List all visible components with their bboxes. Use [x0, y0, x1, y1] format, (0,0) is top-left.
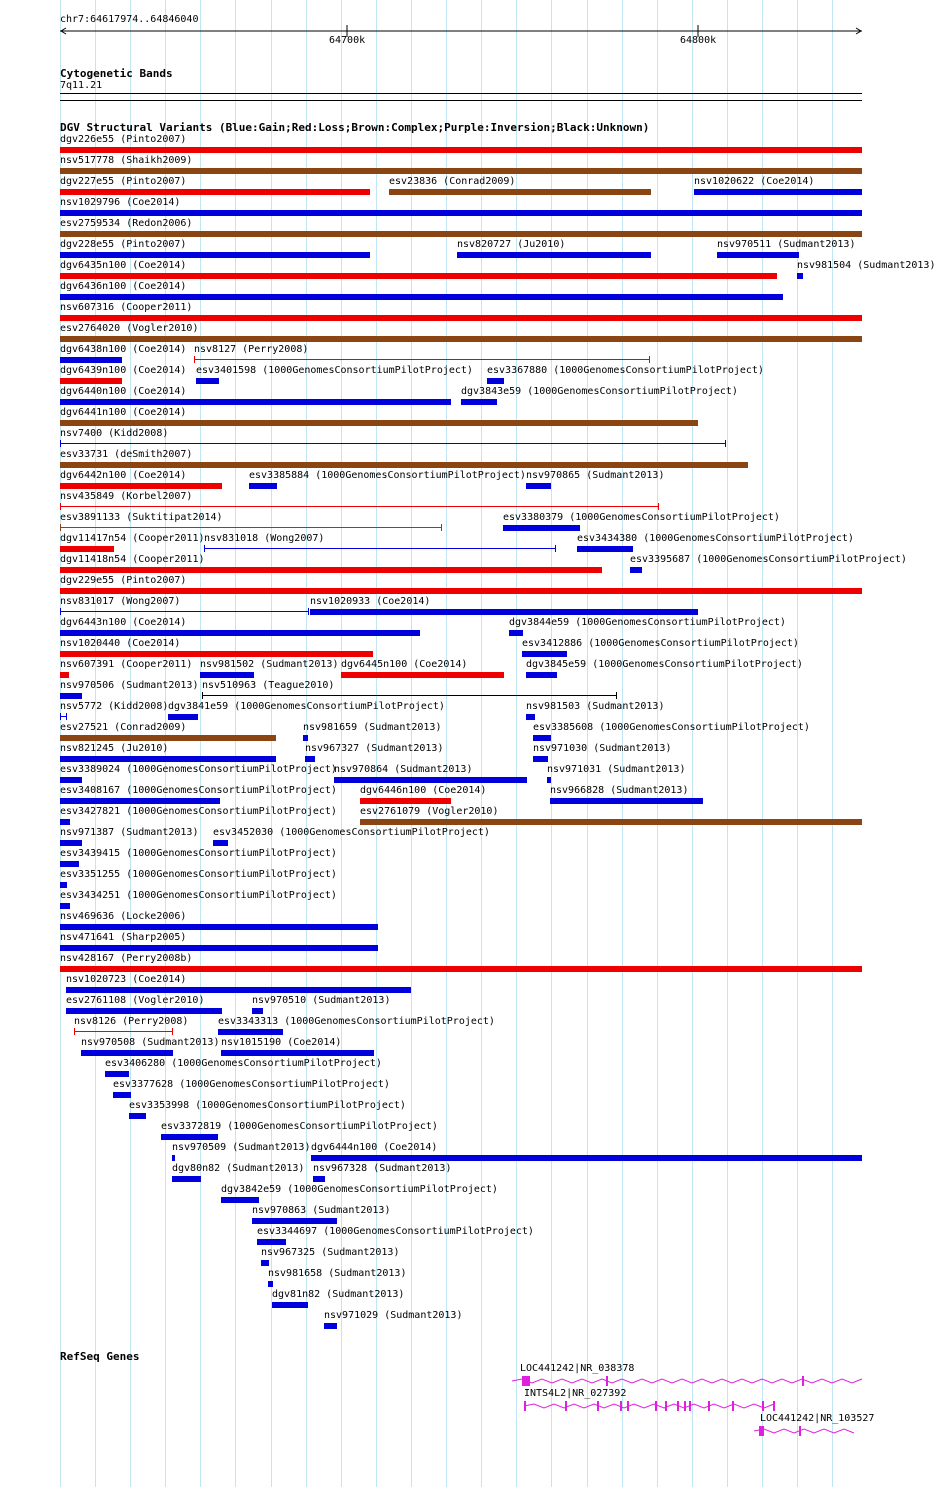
gene-exon[interactable]: [759, 1426, 764, 1436]
gene-exon[interactable]: [597, 1401, 599, 1411]
sv-feature-label[interactable]: dgv6440n100 (Coe2014): [60, 386, 187, 397]
region-label: chr7:64617974..64846040: [60, 14, 199, 25]
sv-feature-label[interactable]: dgv6444n100 (Coe2014): [311, 1142, 438, 1153]
sv-feature-label[interactable]: dgv6445n100 (Coe2014): [341, 659, 468, 670]
sv-feature-label[interactable]: dgv3844e59 (1000GenomesConsortiumPilotProject): [509, 617, 786, 628]
sv-feature-label[interactable]: nsv970509 (Sudmant2013): [172, 1142, 311, 1153]
gene-exon[interactable]: [732, 1401, 734, 1411]
gene-exon[interactable]: [708, 1401, 710, 1411]
sv-feature-label[interactable]: nsv471641 (Sharp2005): [60, 932, 187, 943]
gene-label[interactable]: INTS4L2|NR_027392: [524, 1388, 627, 1399]
sv-feature-label[interactable]: esv33731 (deSmith2007): [60, 449, 193, 460]
sv-feature-label[interactable]: dgv3842e59 (1000GenomesConsortiumPilotProject): [221, 1184, 498, 1195]
sv-feature-label[interactable]: nsv970506 (Sudmant2013): [60, 680, 199, 691]
sv-feature-label[interactable]: dgv80n82 (Sudmant2013): [172, 1163, 305, 1174]
sv-feature-label[interactable]: nsv981659 (Sudmant2013): [303, 722, 442, 733]
sv-feature-label[interactable]: esv2759534 (Redon2006): [60, 218, 193, 229]
gene-exon[interactable]: [627, 1401, 629, 1411]
sv-feature-label[interactable]: esv3452030 (1000GenomesConsortiumPilotProject): [213, 827, 490, 838]
sv-feature-label[interactable]: nsv821245 (Ju2010): [60, 743, 169, 754]
sv-feature-label[interactable]: nsv1020622 (Coe2014): [694, 176, 815, 187]
sv-feature-label[interactable]: dgv226e55 (Pinto2007): [60, 134, 187, 145]
sv-feature-label[interactable]: esv3401598 (1000GenomesConsortiumPilotProject): [196, 365, 473, 376]
sv-feature-label[interactable]: esv3412886 (1000GenomesConsortiumPilotProject): [522, 638, 799, 649]
sv-feature-label[interactable]: dgv11417n54 (Cooper2011): [60, 533, 205, 544]
gene-exon[interactable]: [762, 1401, 764, 1411]
sv-feature-label[interactable]: dgv81n82 (Sudmant2013): [272, 1289, 405, 1300]
refseq-track-title: RefSeq Genes: [60, 1350, 140, 1363]
sv-feature-label[interactable]: nsv966828 (Sudmant2013): [550, 785, 689, 796]
sv-feature-label[interactable]: esv2761079 (Vogler2010): [360, 806, 499, 817]
gene-exon[interactable]: [689, 1401, 691, 1411]
gene-intron-line[interactable]: [754, 1429, 854, 1433]
ruler-tick-label: 64700k: [329, 35, 366, 46]
sv-feature-label[interactable]: esv3389024 (1000GenomesConsortiumPilotProject): [60, 764, 337, 775]
gene-exon[interactable]: [665, 1401, 667, 1411]
sv-feature-label[interactable]: nsv8126 (Perry2008): [74, 1016, 189, 1027]
sv-feature-label[interactable]: dgv6443n100 (Coe2014): [60, 617, 187, 628]
cytoband-track-title: Cytogenetic Bands: [60, 67, 173, 80]
sv-feature-label[interactable]: nsv981504 (Sudmant2013): [797, 260, 935, 271]
sv-feature-label[interactable]: esv3439415 (1000GenomesConsortiumPilotProject): [60, 848, 337, 859]
gene-label[interactable]: LOC441242|NR_038378: [520, 1363, 635, 1374]
gene-exon[interactable]: [620, 1401, 622, 1411]
sv-feature-label[interactable]: nsv967328 (Sudmant2013): [313, 1163, 452, 1174]
gene-exon[interactable]: [799, 1426, 801, 1436]
sv-feature-label[interactable]: esv3344697 (1000GenomesConsortiumPilotProject): [257, 1226, 534, 1237]
cytoband-label: 7q11.21: [60, 80, 103, 91]
sv-feature-label[interactable]: esv3427821 (1000GenomesConsortiumPilotProject): [60, 806, 337, 817]
sv-feature-label[interactable]: nsv428167 (Perry2008b): [60, 953, 193, 964]
sv-feature-label[interactable]: dgv229e55 (Pinto2007): [60, 575, 187, 586]
sv-feature-label[interactable]: esv23836 (Conrad2009): [389, 176, 516, 187]
gene-exon[interactable]: [655, 1401, 657, 1411]
sv-feature-label[interactable]: nsv971030 (Sudmant2013): [533, 743, 672, 754]
sv-feature-label[interactable]: nsv820727 (Ju2010): [457, 239, 566, 250]
gene-exon[interactable]: [802, 1376, 804, 1386]
sv-feature-label[interactable]: esv27521 (Conrad2009): [60, 722, 187, 733]
sv-feature-label[interactable]: esv3891133 (Suktitipat2014): [60, 512, 223, 523]
sv-feature-label[interactable]: nsv607391 (Cooper2011): [60, 659, 193, 670]
gene-intron-line[interactable]: [512, 1379, 862, 1383]
sv-feature-label[interactable]: esv3434251 (1000GenomesConsortiumPilotProject): [60, 890, 337, 901]
sv-feature-label[interactable]: nsv970510 (Sudmant2013): [252, 995, 391, 1006]
sv-feature-label[interactable]: nsv7400 (Kidd2008): [60, 428, 169, 439]
gene-exon[interactable]: [773, 1401, 775, 1411]
sv-feature-label[interactable]: esv3406280 (1000GenomesConsortiumPilotProject): [105, 1058, 382, 1069]
gene-exon[interactable]: [524, 1401, 526, 1411]
sv-feature-label[interactable]: esv3380379 (1000GenomesConsortiumPilotProject): [503, 512, 780, 523]
sv-feature-label[interactable]: dgv6436n100 (Coe2014): [60, 281, 187, 292]
sv-feature-label[interactable]: esv3385608 (1000GenomesConsortiumPilotProject): [533, 722, 810, 733]
sv-feature-label[interactable]: nsv967327 (Sudmant2013): [305, 743, 444, 754]
gene-exon[interactable]: [677, 1401, 679, 1411]
sv-feature-label[interactable]: dgv6439n100 (Coe2014): [60, 365, 187, 376]
sv-feature-label[interactable]: nsv970508 (Sudmant2013): [81, 1037, 220, 1048]
sv-feature-label[interactable]: nsv971029 (Sudmant2013): [324, 1310, 463, 1321]
gene-exon[interactable]: [606, 1376, 608, 1386]
sv-feature-label[interactable]: nsv970511 (Sudmant2013): [717, 239, 856, 250]
sv-feature-label[interactable]: nsv831018 (Wong2007): [204, 533, 325, 544]
sv-feature-label[interactable]: esv3395687 (1000GenomesConsortiumPilotProject): [630, 554, 907, 565]
gene-exon[interactable]: [565, 1401, 567, 1411]
ruler-tick-label: 64800k: [680, 35, 717, 46]
dgv-track-title: DGV Structural Variants (Blue:Gain;Red:Loss;Brown:Complex;Purple:Inversion;Black:Unknown): [60, 121, 650, 134]
sv-feature-label[interactable]: nsv5772 (Kidd2008): [60, 701, 169, 712]
sv-feature-label[interactable]: nsv435849 (Korbel2007): [60, 491, 193, 502]
sv-feature-label[interactable]: esv3353998 (1000GenomesConsortiumPilotProject): [129, 1100, 406, 1111]
sv-feature-label[interactable]: nsv970865 (Sudmant2013): [526, 470, 665, 481]
sv-feature-label[interactable]: esv3343313 (1000GenomesConsortiumPilotProject): [218, 1016, 495, 1027]
sv-feature-label[interactable]: nsv1020933 (Coe2014): [310, 596, 431, 607]
sv-feature-label[interactable]: nsv971387 (Sudmant2013): [60, 827, 199, 838]
sv-feature-label[interactable]: dgv228e55 (Pinto2007): [60, 239, 187, 250]
sv-feature-label[interactable]: dgv3845e59 (1000GenomesConsortiumPilotProject): [526, 659, 803, 670]
sv-feature-label[interactable]: nsv831017 (Wong2007): [60, 596, 181, 607]
sv-feature-label[interactable]: nsv517778 (Shaikh2009): [60, 155, 193, 166]
sv-feature-label[interactable]: nsv967325 (Sudmant2013): [261, 1247, 400, 1258]
sv-feature-label[interactable]: esv3351255 (1000GenomesConsortiumPilotProject): [60, 869, 337, 880]
sv-feature-label[interactable]: dgv3841e59 (1000GenomesConsortiumPilotProject): [168, 701, 445, 712]
gene-exon[interactable]: [522, 1376, 530, 1386]
sv-feature-label[interactable]: nsv1020440 (Coe2014): [60, 638, 181, 649]
sv-feature-label[interactable]: nsv970864 (Sudmant2013): [334, 764, 473, 775]
sv-feature-label[interactable]: nsv510963 (Teague2010): [202, 680, 335, 691]
sv-feature-label[interactable]: dgv11418n54 (Cooper2011): [60, 554, 205, 565]
sv-feature-label[interactable]: nsv981658 (Sudmant2013): [268, 1268, 407, 1279]
sv-feature-label[interactable]: esv3377628 (1000GenomesConsortiumPilotProject): [113, 1079, 390, 1090]
sv-feature-label[interactable]: esv2764020 (Vogler2010): [60, 323, 199, 334]
sv-feature-label[interactable]: dgv6446n100 (Coe2014): [360, 785, 487, 796]
sv-feature-label[interactable]: nsv1029796 (Coe2014): [60, 197, 181, 208]
sv-feature-label[interactable]: dgv3843e59 (1000GenomesConsortiumPilotProject): [461, 386, 738, 397]
sv-feature-label[interactable]: esv3408167 (1000GenomesConsortiumPilotProject): [60, 785, 337, 796]
sv-feature-label[interactable]: dgv6435n100 (Coe2014): [60, 260, 187, 271]
sv-feature-label[interactable]: dgv6441n100 (Coe2014): [60, 407, 187, 418]
sv-feature-label[interactable]: nsv981502 (Sudmant2013): [200, 659, 339, 670]
sv-feature-label[interactable]: esv3434380 (1000GenomesConsortiumPilotProject): [577, 533, 854, 544]
sv-feature-label[interactable]: nsv981503 (Sudmant2013): [526, 701, 665, 712]
gene-label[interactable]: LOC441242|NR_103527: [760, 1413, 875, 1424]
sv-feature-label[interactable]: nsv1015190 (Coe2014): [221, 1037, 342, 1048]
sv-feature-label[interactable]: nsv8127 (Perry2008): [194, 344, 309, 355]
sv-feature-label[interactable]: esv3367880 (1000GenomesConsortiumPilotProject): [487, 365, 764, 376]
sv-feature-label[interactable]: dgv6438n100 (Coe2014): [60, 344, 187, 355]
sv-feature-label[interactable]: nsv1020723 (Coe2014): [66, 974, 187, 985]
gene-exon[interactable]: [684, 1401, 686, 1411]
sv-feature-label[interactable]: dgv227e55 (Pinto2007): [60, 176, 187, 187]
sv-feature-label[interactable]: esv3372819 (1000GenomesConsortiumPilotProject): [161, 1121, 438, 1132]
sv-feature-label[interactable]: esv3385884 (1000GenomesConsortiumPilotProject): [249, 470, 526, 481]
sv-feature-label[interactable]: nsv971031 (Sudmant2013): [547, 764, 686, 775]
sv-feature-label[interactable]: esv2761108 (Vogler2010): [66, 995, 205, 1006]
gene-intron-line[interactable]: [524, 1404, 774, 1408]
sv-feature-label[interactable]: nsv970863 (Sudmant2013): [252, 1205, 391, 1216]
sv-feature-label[interactable]: nsv607316 (Cooper2011): [60, 302, 193, 313]
sv-feature-label[interactable]: dgv6442n100 (Coe2014): [60, 470, 187, 481]
sv-feature-label[interactable]: nsv469636 (Locke2006): [60, 911, 187, 922]
